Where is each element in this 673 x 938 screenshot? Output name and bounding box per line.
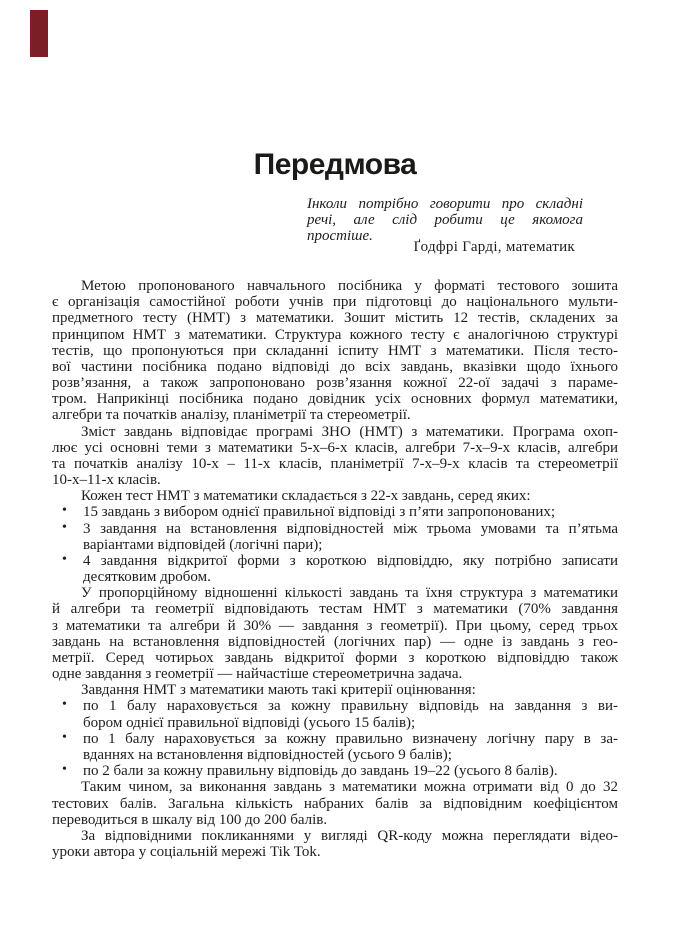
paragraph-line: предметного тесту (НМТ) з математики. Зошит містить 12 тестів, складених за	[52, 310, 618, 327]
paragraph-line: розв’язання, а також запропоновано розв’язання кожної 22-ої задачі з параме-	[52, 375, 618, 392]
paragraph-line: У пропорційному відношенні кількості завдань та їхня структура з математики	[81, 585, 618, 602]
bullet-line: десятковим дробом.	[83, 569, 211, 586]
paragraph-line: та початків аналізу 10-х – 11-х класів, планіметрії 7-х–9-х класів та стереометрії	[52, 455, 618, 472]
paragraph-line: є організація самостійної роботи учнів при підготовці до національного мульти-	[52, 294, 618, 311]
paragraph-line: За відповідними покликаннями у вигляді QR-коду можна переглядати відео-	[81, 827, 618, 844]
paragraph	[52, 424, 618, 489]
bullet-line: варіантами відповідей (логічні пари);	[83, 536, 323, 553]
bullet-marker: •	[62, 697, 67, 713]
paragraph-line: лює усі основні теми з математики 5-х–6-х класів, алгебри 7-х–9-х класів, алгебри	[52, 439, 618, 456]
page-title: Передмова	[253, 148, 417, 182]
paragraph-line: принципом НМТ з математики. Структура кожного тесту є аналогічною структурі	[52, 326, 618, 343]
bullet-item	[52, 763, 618, 779]
bullet-line: вданнях на встановлення відповідностей (усього 9 балів);	[83, 746, 452, 763]
epigraph	[307, 196, 583, 245]
bullet-line: 4 завдання відкритої форми з короткою відповіддю, яку потрібно записати	[83, 552, 618, 569]
bullet-marker: •	[62, 551, 67, 567]
bullet-line: по 2 бали за кожну правильну відповідь до завдань 19–22 (усього 8 балів).	[83, 763, 558, 780]
paragraph-line: переводиться в шкалу від 100 до 200 балів.	[52, 811, 328, 828]
paragraph-line: метрії. Серед чотирьох завдань відкритої форми з короткою відповіддю також	[52, 649, 618, 666]
paragraph-line: тестів, що пропонуються при складанні іспиту НМТ з математики. Після тесто-	[52, 342, 618, 359]
bullet-line: 15 завдань з вибором однієї правильної відповіді з п’яти запропонованих;	[83, 504, 556, 521]
bullet-marker: •	[62, 519, 67, 535]
epigraph-line: речі, але слід робити це якомога простіше.	[307, 212, 583, 245]
body-text	[52, 278, 618, 860]
bullet-line: по 1 балу нараховується за кожну правильно визначену логічну пару в за-	[83, 730, 618, 747]
paragraph-line: тром. Наприкінці посібника подано довідник усіх основних формул математики,	[52, 391, 618, 408]
paragraph-line: 10-х–11-х класів.	[52, 472, 161, 489]
paragraph-line: одне завдання з геометрії — найчастіше стереометрична задача.	[52, 666, 463, 683]
paragraph-line: й алгебри та геометрії відповідають тестам НМТ з математики (70% завдання	[52, 601, 618, 618]
bullet-marker: •	[62, 762, 67, 778]
bullet-item	[52, 731, 618, 763]
paragraph	[52, 682, 618, 698]
epigraph-attribution: Ґодфрі Гарді, математик	[413, 239, 575, 255]
bullet-list	[52, 504, 618, 585]
paragraph	[52, 585, 618, 682]
bullet-marker: •	[62, 729, 67, 745]
paragraph-line: завдань на встановлення відповідностей (логічних пар) — одне із завдань з гео-	[52, 633, 618, 650]
paragraph-line: вої частини посібника подано відповіді до всіх завдань, вказівки щодо їхнього	[52, 358, 618, 375]
bullet-item	[52, 521, 618, 553]
epigraph-line: Інколи потрібно говорити про складні	[307, 196, 583, 212]
paragraph-line: тестових балів. Загальна кількість набраних балів за відповідним коефіцієнтом	[52, 795, 618, 812]
bullet-item	[52, 553, 618, 585]
paragraph-line: Метою пропонованого навчального посібника у форматі тестового зошита	[81, 278, 618, 294]
paragraph-line: з математики та алгебри й 30% — завдання з геометрії). При цьому, серед трьох	[52, 617, 618, 634]
bullet-line: по 1 балу нараховується за кожну правильну відповідь на завдання з ви-	[83, 698, 618, 715]
paragraph	[52, 488, 618, 504]
bullet-marker: •	[62, 503, 67, 519]
paragraph	[52, 278, 618, 424]
paragraph-line: Зміст завдань відповідає програмі ЗНО (НМТ) з математики. Програма охоп-	[81, 423, 618, 440]
bullet-list	[52, 698, 618, 779]
bullet-line: 3 завдання на встановлення відповідностей між трьома умовами та п’ятьма	[83, 520, 618, 537]
bullet-item	[52, 504, 618, 520]
paragraph	[52, 828, 618, 860]
bullet-line: бором однієї правильної відповіді (усього 15 балів);	[83, 714, 416, 731]
paragraph-line: Таким чином, за виконання завдань з математики можна отримати від 0 до 32	[81, 779, 618, 796]
page-corner-tab	[30, 10, 48, 57]
paragraph-line: алгебри та початків аналізу, планіметрії та стереометрії.	[52, 407, 411, 424]
paragraph-line: уроки автора у соціальній мережі Tik Tok.	[52, 844, 321, 861]
paragraph-line: Кожен тест НМТ з математики складається з 22-х завдань, серед яких:	[81, 488, 531, 505]
paragraph-line: Завдання НМТ з математики мають такі критерії оцінювання:	[81, 682, 476, 699]
paragraph	[52, 779, 618, 828]
bullet-item	[52, 698, 618, 730]
